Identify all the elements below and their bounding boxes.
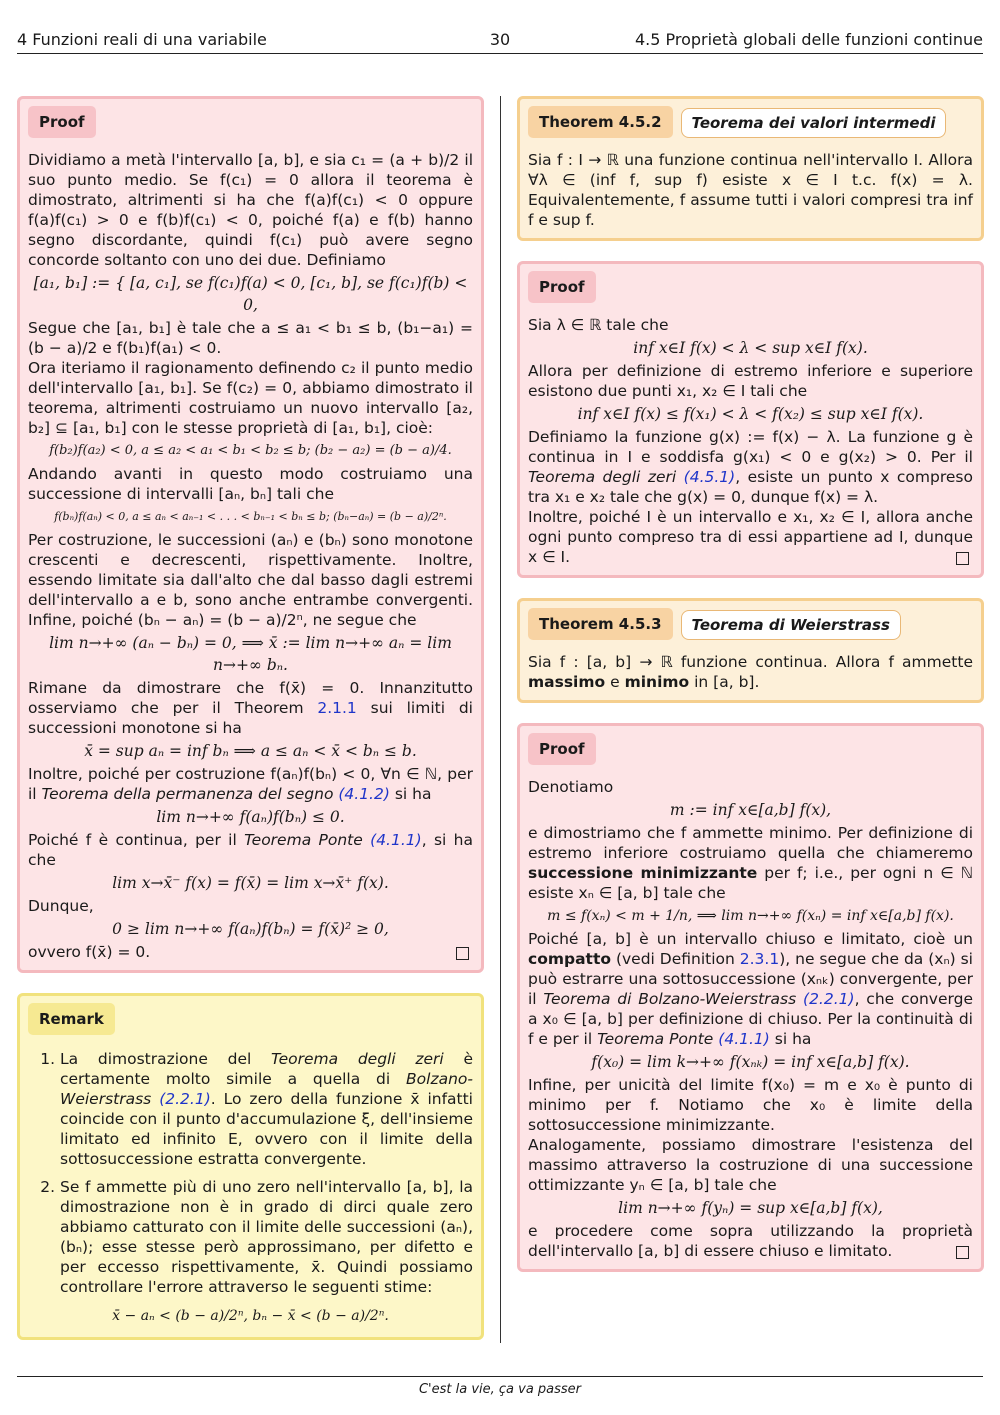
theorem-name-badge: Teorema di Weierstrass <box>681 610 901 640</box>
proof-paragraph: e dimostriamo che f ammette minimo. Per definizione di estremo inferiore costruiamo quella che chiameremo successione minimizzante per f; i.e., per ogni n ∈ ℕ esiste xₙ ∈ [a, b] tale che <box>528 824 973 902</box>
list-item: 1. La dimostrazione del Teorema degli zeri è certamente molto simile a quella di Bolzano-Weierstrass (2.2.1). Lo zero della funzione x̄ infatti coincide con il punto d'accumulazione ξ, dell'insieme limitato ed infinito E, ovvero con il limite della sottosuccessione estratta convergente. <box>60 1049 473 1169</box>
chapter-title: 4 Funzioni reali di una variabile <box>17 30 267 49</box>
proof-body <box>528 315 973 567</box>
equation-second-interval: f(b₂)f(a₂) < 0, a ≤ a₂ < a₁ < b₁ < b₂ ≤ b; (b₂ − a₂) = (b − a)/4. <box>49 443 452 458</box>
remark-box <box>17 993 484 1340</box>
proof-paragraph: Sia λ ∈ ℝ tale che <box>528 316 669 334</box>
page-footer <box>17 1376 983 1397</box>
proof-paragraph: Poiché f è continua, per il Teorema Ponte (4.1.1), si ha che <box>28 831 473 869</box>
proof-tag: Proof <box>528 733 596 765</box>
theorem-link[interactable]: (2.2.1) <box>803 990 855 1008</box>
equation-nth-interval: f(bₙ)f(aₙ) < 0, a ≤ aₙ < aₙ₋₁ < . . . < bₙ₋₁ < bₙ ≤ b; (bₙ−aₙ) = (b − a)/2ⁿ. <box>54 510 447 523</box>
proof-paragraph: Poiché [a, b] è un intervallo chiuso e limitato, cioè un compatto (vedi Definition 2.3.1), ne segue che da (xₙ) si può estrarre una sottosuccessione (xₙₖ) convergente, per il Teorema di Bolzano-Weierstrass (2.2.1), che converge a x₀ ∈ [a, b] per definizione di chiuso. Per la continuità di f e per il Teorema Ponte (4.1.1) si ha <box>528 930 973 1048</box>
proof-body <box>528 777 973 1261</box>
proof-paragraph: Denotiamo <box>528 778 614 796</box>
proof-paragraph: Infine, per unicità del limite f(x₀) = m e x₀ è punto di minimo per f. Notiamo che x₀ è limite della sottosuccessione minimizzante. <box>528 1076 973 1134</box>
equation-lambda-bounds: inf x∈I f(x) < λ < sup x∈I f(x). <box>633 339 868 357</box>
theorem-name-badge: Teorema dei valori intermedi <box>681 108 947 138</box>
proof-box-intermediate-values <box>517 261 984 578</box>
remark-body <box>28 1049 473 1327</box>
proof-box-weierstrass <box>517 723 984 1272</box>
theorem-box-intermediate-values <box>517 96 984 241</box>
left-column <box>17 96 484 1360</box>
qed-square-icon <box>956 1246 969 1259</box>
proof-paragraph: ovvero f(x̄) = 0. <box>28 943 151 961</box>
equation-two-points: inf x∈I f(x) ≤ f(x₁) < λ < f(x₂) ≤ sup x∈I f(x). <box>577 405 924 423</box>
theorem-link[interactable]: (4.1.2) <box>338 785 390 803</box>
theorem-tag: Theorem 4.5.3 <box>528 608 673 640</box>
page-number: 30 <box>489 30 511 49</box>
equation-conclusion: 0 ≥ lim n→+∞ f(aₙ)f(bₙ) = f(x̄)² ≥ 0, <box>112 920 389 938</box>
page-header <box>17 30 983 54</box>
qed-square-icon <box>456 947 469 960</box>
proof-paragraph: Per costruzione, le successioni (aₙ) e (bₙ) sono monotone crescenti e decrescenti, rispettivamente. Inoltre, essendo limitate sia dall'alto che dal basso dagli estremi dell'intervallo a e b, sono anche entrambe convergenti. Infine, poiché (bₙ − aₙ) = (b − a)/2ⁿ, ne segue che <box>28 531 473 629</box>
equation-interval-definition: [a₁, b₁] := { [a, c₁], se f(c₁)f(a) < 0, [c₁, b], se f(c₁)f(b) < 0, <box>33 274 468 314</box>
proof-paragraph: Analogamente, possiamo dimostrare l'esistenza del massimo attraverso la costruzione di una successione ottimizzante yₙ ∈ [a, b] tale che <box>528 1136 973 1194</box>
remark-tag: Remark <box>28 1003 115 1035</box>
theorem-link[interactable]: (4.5.1) <box>683 468 736 486</box>
theorem-link[interactable]: 2.1.1 <box>317 699 357 717</box>
proof-paragraph: e procedere come sopra utilizzando la proprietà dell'intervallo [a, b] di essere chiuso e limitato. <box>528 1222 973 1260</box>
theorem-box-weierstrass <box>517 598 984 703</box>
remark-list <box>28 1049 473 1297</box>
proof-paragraph: Rimane da dimostrare che f(x̄) = 0. Innanzitutto osserviamo che per il Theorem 2.1.1 sui limiti di successioni monotone si ha <box>28 679 473 737</box>
qed-square-icon <box>956 552 969 565</box>
proof-paragraph: Dunque, <box>28 897 94 915</box>
list-item: 2. Se f ammette più di uno zero nell'intervallo [a, b], la dimostrazione non è in grado di dirci quale zero abbiamo catturato con il limite delle successioni (aₙ), (bₙ); esse stesse però approssimano, per difetto e per eccesso rispettivamente, x̄. Quindi possiamo controllare l'errore attraverso le seguenti stime: <box>60 1177 473 1297</box>
section-title: 4.5 Proprietà globali delle funzioni continue <box>634 30 983 49</box>
proof-body <box>28 150 473 962</box>
equation-sign-limit: lim n→+∞ f(aₙ)f(bₙ) ≤ 0. <box>156 808 345 826</box>
right-column <box>517 96 984 1292</box>
proof-paragraph: Inoltre, poiché per costruzione f(aₙ)f(bₙ) < 0, ∀n ∈ ℕ, per il Teorema della permanenza del segno (4.1.2) si ha <box>28 765 473 803</box>
proof-paragraph: Dividiamo a metà l'intervallo [a, b], e sia c₁ = (a + b)/2 il suo punto medio. Se f(c₁) = 0 allora il teorema è dimostrato, altrimenti si ha che f(a)f(c₁) < 0 oppure f(a)f(c₁) > 0 e f(b)f(c₁) < 0, poiché f(a) e f(b) hanno segno discordante, quindi f(c₁) può avere segno concorde soltanto con uno dei due. Definiamo <box>28 151 473 269</box>
column-divider <box>500 96 501 1343</box>
equation-subsequence-limit: f(x₀) = lim k→+∞ f(xₙₖ) = inf x∈[a,b] f(x). <box>591 1053 910 1071</box>
equation-max-sequence: lim n→+∞ f(yₙ) = sup x∈[a,b] f(x), <box>618 1199 883 1217</box>
equation-common-limit: lim n→+∞ (aₙ − bₙ) = 0, ⟹ x̄ := lim n→+∞ aₙ = lim n→+∞ bₙ. <box>49 634 452 674</box>
proof-paragraph: Ora iteriamo il ragionamento definendo c₂ il punto medio dell'intervallo [a₁, b₁]. Se f(c₂) = 0, abbiamo dimostrato il teorema, altrimenti costruiamo un nuovo intervallo [a₂, b₂] ⊆ [a₁, b₁] con le stesse proprietà di [a₁, b₁], cioè: <box>28 359 473 437</box>
equation-error-estimates: x̄ − aₙ < (b − a)/2ⁿ, bₙ − x̄ < (b − a)/2ⁿ. <box>112 1308 389 1324</box>
theorem-link[interactable]: (2.2.1) <box>159 1090 211 1108</box>
proof-paragraph: Andando avanti in questo modo costruiamo una successione di intervalli [aₙ, bₙ] tali che <box>28 465 473 503</box>
theorem-statement: Sia f : [a, b] → ℝ funzione continua. Allora f ammette massimo e minimo in [a, b]. <box>528 653 973 691</box>
theorem-statement: Sia f : I → ℝ una funzione continua nell'intervallo I. Allora ∀λ ∈ (inf f, sup f) esiste x ∈ I t.c. f(x) = λ. Equivalentemente, f assume tutti i valori compresi tra inf f e sup f. <box>528 151 973 229</box>
proof-tag: Proof <box>28 106 96 138</box>
proof-paragraph: Definiamo la funzione g(x) := f(x) − λ. La funzione g è continua in I e soddisfa g(x₁) < 0 e g(x₂) > 0. Per il Teorema degli zeri (4.5.1), esiste un punto x compreso tra x₁ e x₂ tale che g(x) = 0, dunque f(x) = λ. <box>528 428 973 506</box>
proof-paragraph: Segue che [a₁, b₁] è tale che a ≤ a₁ < b₁ ≤ b, (b₁−a₁) = (b − a)/2 e f(b₁)f(a₁) < 0. <box>28 319 473 357</box>
proof-paragraph: Allora per definizione di estremo inferiore e superiore esistono due punti x₁, x₂ ∈ I tali che <box>528 362 973 400</box>
equation-minimizing-sequence: m ≤ f(xₙ) < m + 1/n, ⟹ lim n→+∞ f(xₙ) = inf x∈[a,b] f(x). <box>547 908 954 924</box>
theorem-tag: Theorem 4.5.2 <box>528 106 673 138</box>
footer-motto: C'est la vie, ça va passer <box>418 1382 582 1397</box>
proof-paragraph: Inoltre, poiché I è un intervallo e x₁, x₂ ∈ I, allora anche ogni punto compreso tra di essi appartiene ad I, dunque x ∈ I. <box>528 508 973 566</box>
proof-tag: Proof <box>528 271 596 303</box>
definition-link[interactable]: 2.3.1 <box>739 950 780 968</box>
equation-min-definition: m := inf x∈[a,b] f(x), <box>669 801 832 819</box>
theorem-link[interactable]: (4.1.1) <box>370 831 422 849</box>
equation-continuity: lim x→x̄⁻ f(x) = f(x̄) = lim x→x̄⁺ f(x). <box>112 874 389 892</box>
proof-box-intermediate-zeros <box>17 96 484 973</box>
equation-sup-inf: x̄ = sup aₙ = inf bₙ ⟹ a ≤ aₙ < x̄ < bₙ ≤ b. <box>84 742 417 760</box>
theorem-link[interactable]: (4.1.1) <box>718 1030 770 1048</box>
